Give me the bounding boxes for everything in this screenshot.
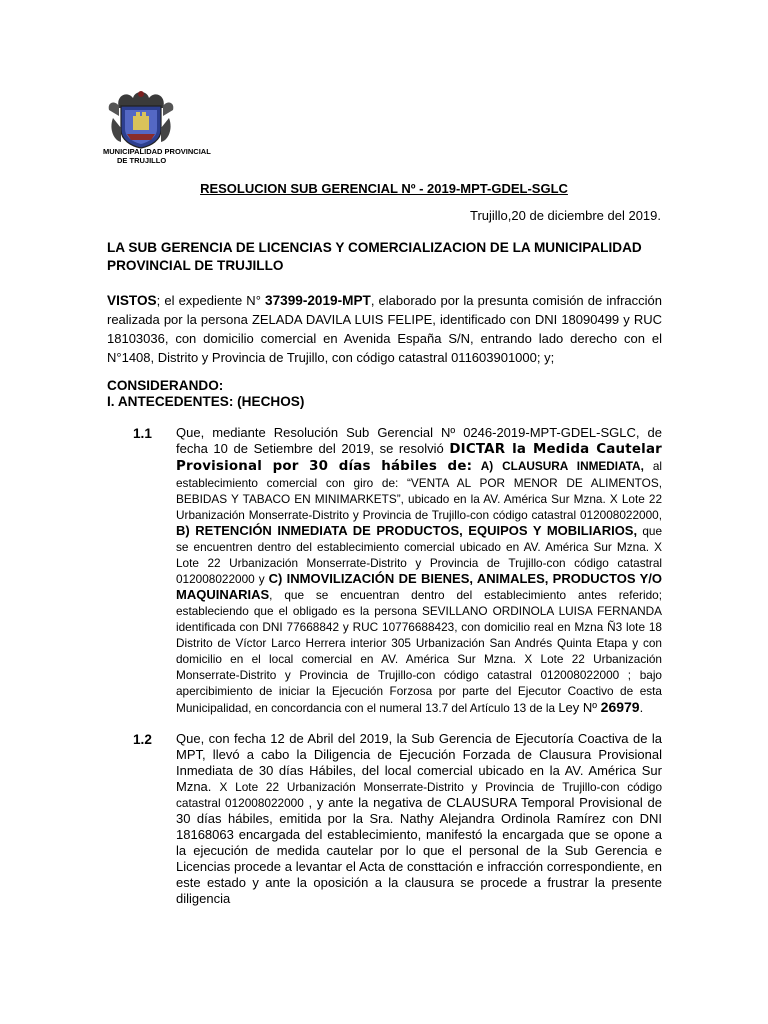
logo-line-1: MUNICIPALIDAD PROVINCIAL xyxy=(103,147,211,156)
antecedentes-heading: I. ANTECEDENTES: (HECHOS) xyxy=(107,394,305,409)
considerando-block xyxy=(107,378,304,410)
item-1-1-g: C) INMOVILIZACIÓN DE BIENES, ANIMALES, PRODUCTOS Y/O MAQUINARIAS xyxy=(176,571,662,602)
item-1-1-e: B) RETENCIÓN INMEDIATA DE PRODUCTOS, EQUIPOS Y MOBILIARIOS, xyxy=(176,523,638,538)
item-1-2-paragraph xyxy=(176,731,662,907)
vistos-text-3: ; y; xyxy=(536,350,555,365)
vistos-paragraph xyxy=(107,291,662,367)
item-1-1-i: Ley Nº xyxy=(558,700,601,715)
item-1-1-c: A) CLAUSURA INMEDIATA, xyxy=(472,459,644,473)
item-1-1-f: que se encuentren dentro del establecimiento comercial ubicado en AV. América Sur Mzna. X Lote 22 Urbanización Monserrate-Distrito y Provincia de Trujillo-con código catastral 012008022000 y xyxy=(176,524,663,586)
item-number-1-1: 1.1 xyxy=(133,426,152,441)
item-1-2-b: X Lote 22 Urbanización Monserrate-Distrito y Provincia de Trujillo-con código catastral 012008022000 xyxy=(176,780,663,810)
vistos-text-1: ; el expediente N° xyxy=(156,293,266,308)
logo-line-2: DE TRUJILLO xyxy=(117,156,167,165)
document-date: Trujillo,20 de diciembre del 2019. xyxy=(469,208,661,223)
logo-caption xyxy=(103,147,215,165)
item-1-1-d: al establecimiento comercial con giro de: “VENTA AL POR MENOR DE ALIMENTOS, BEBIDAS Y TABACO EN MINIMARKETS”, ubicado en la AV. América Sur Mzna. X Lote 22 Urbanización Monserrate-Distrito y Provincia de Trujillo-con código catastral 012008022000, xyxy=(176,459,662,522)
expediente-number: 37399-2019-MPT xyxy=(265,293,371,308)
item-1-1-paragraph xyxy=(176,425,662,716)
considerando-heading: CONSIDERANDO: xyxy=(107,378,224,393)
item-1-1-h: , que se encuentran dentro del establecimiento antes referido; estableciendo que el obligado es la persona SEVILLANO ORDINOLA LUISA FERNANDA identificada con DNI 77668842 y RUC 10776688423, con domicilio real en Mzna Ñ3 lote 18 Distrito de Víctor Larco Herrera interior 305 Urbanización San Andrés Quinta Etapa y con domicilio en el local comercial en AV. América Sur Mzna. X Lote 22 Urbanización Monserrate-Distrito y Provincia de Trujillo-con código catastral 012008022000 ; bajo apercibimiento de iniciar la Ejecución Forzosa por parte del Ejecutor Coactivo de esta Municipalidad, en concordancia con el numeral 13.7 del Artículo 13 de la xyxy=(176,588,662,715)
coat-of-arms-icon xyxy=(105,88,177,150)
item-1-1-a: Que, mediante Resolución Sub Gerencial Nº 0246-2019-MPT-GDEL-SGLC, de fecha 10 de Setiembre del 2019, se resolvió xyxy=(176,425,662,456)
item-1-2-c: , y ante la negativa de CLAUSURA Temporal Provisional de 30 días hábiles, emitida por la Sra. Nathy Alejandra Ordinola Ramírez con DNI 18168063 encargada del establecimiento, manifestó la encargada que se opone a la ejecución de medida cautelar por lo que el personal de la Sub Gerencia e Licencias procede a levantar el Acta de consttación e infracción correspondiente, en este estado y ante la oposición a la clausura se procede a frustrar la presente diligencia xyxy=(176,795,662,906)
vistos-label: VISTOS xyxy=(107,293,157,308)
resolution-title: RESOLUCION SUB GERENCIAL Nº - 2019-MPT-GDEL-SGLC xyxy=(200,181,568,196)
item-number-1-2: 1.2 xyxy=(133,732,152,747)
municipal-logo xyxy=(103,88,215,168)
item-1-2-a: Que, con fecha 12 de Abril del 2019, la Sub Gerencia de Ejecutoría Coactiva de la MPT, llevó a cabo la Diligencia de Ejecución Forzada de Clausura Provisional Inmediata de 30 días Hábiles, del local comercial ubicado en la AV. América Sur Mzna. xyxy=(176,731,662,794)
vistos-text-2: , elaborado por la presunta comisión de infracción realizada por la persona ZELADA DAVILA LUIS FELIPE, identificado con DNI 18090499 y RUC 18103036, con domicilio comercial en Avenida España S/N, entrando lado derecho con el N°1408, Distrito y Provincia de Trujillo, con código catastral 011603901000 xyxy=(107,293,663,365)
item-1-1-b: DICTAR la Medida Cautelar Provisional por 30 días hábiles de: xyxy=(176,442,662,474)
item-1-1-j: 26979 xyxy=(600,699,640,715)
item-1-1-k: . xyxy=(639,700,644,715)
issuing-authority: LA SUB GERENCIA DE LICENCIAS Y COMERCIALIZACION DE LA MUNICIPALIDAD PROVINCIAL DE TRUJILLO xyxy=(107,240,642,273)
